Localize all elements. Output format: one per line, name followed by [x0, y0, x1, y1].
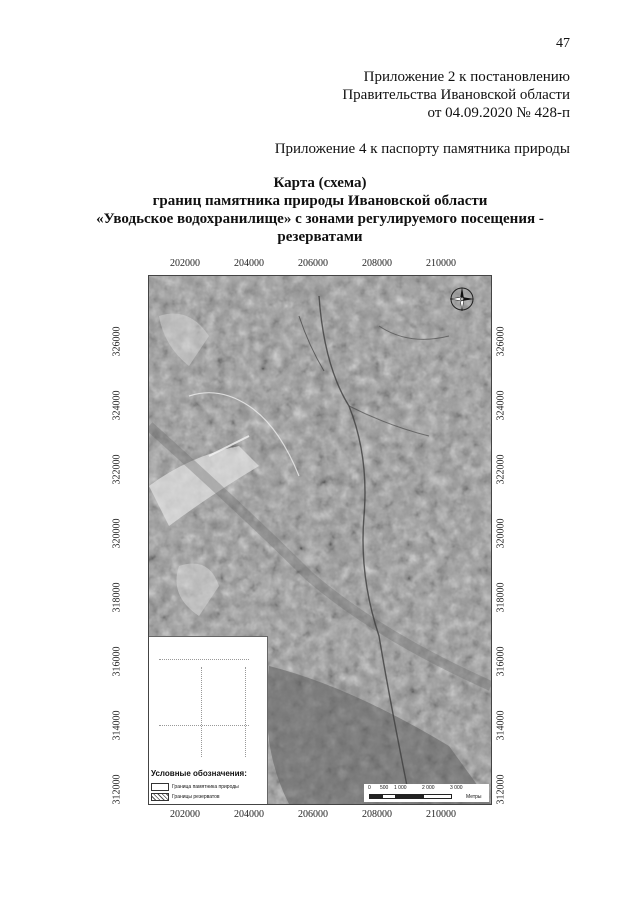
x-tick-top: 206000: [298, 258, 328, 269]
x-tick-top: 204000: [234, 258, 264, 269]
appendix-line-2: Правительства Ивановской области: [342, 87, 570, 103]
legend-item-reserves: [151, 793, 220, 801]
y-tick-right: 318000: [495, 582, 507, 613]
x-tick-top: 202000: [170, 258, 200, 269]
appendix-line-1: Приложение 2 к постановлению: [363, 69, 570, 85]
north-arrow-icon: [449, 286, 475, 312]
x-tick-bottom: 206000: [298, 809, 328, 820]
map-figure: [110, 258, 530, 828]
y-tick-right: 322000: [495, 454, 507, 485]
legend-title: Условные обозначения:: [151, 769, 247, 778]
map-legend: [149, 636, 268, 805]
x-tick-top: 208000: [362, 258, 392, 269]
scale-label: 3 000: [450, 785, 463, 791]
y-tick-right: 316000: [495, 646, 507, 677]
y-tick-right: 326000: [495, 326, 507, 357]
title-line-3: «Уводьское водохранилище» с зонами регулируемого посещения -: [96, 211, 544, 227]
scale-label: 500: [380, 785, 389, 791]
y-tick-right: 312000: [495, 774, 507, 805]
appendix-line-3: от 04.09.2020 № 428-п: [427, 105, 570, 121]
satellite-map: [148, 275, 492, 805]
title-line-1: Карта (схема): [273, 175, 367, 191]
page-number: 47: [556, 36, 570, 51]
legend-item-label: Граница памятника природы: [172, 784, 239, 790]
y-tick-left: 324000: [111, 390, 123, 421]
document-title: [60, 174, 580, 246]
y-tick-right: 320000: [495, 518, 507, 549]
y-tick-left: 316000: [111, 646, 123, 677]
x-tick-bottom: 210000: [426, 809, 456, 820]
y-tick-left: 320000: [111, 518, 123, 549]
title-line-4: резерватами: [277, 229, 363, 245]
y-tick-left: 312000: [111, 774, 123, 805]
scale-bar: [364, 784, 489, 802]
scale-unit: Метры: [466, 794, 482, 800]
y-tick-right: 324000: [495, 390, 507, 421]
y-tick-left: 318000: [111, 582, 123, 613]
y-tick-right: 314000: [495, 710, 507, 741]
x-tick-bottom: 204000: [234, 809, 264, 820]
y-tick-left: 314000: [111, 710, 123, 741]
scale-label: 2 000: [422, 785, 435, 791]
x-tick-bottom: 202000: [170, 809, 200, 820]
legend-item-boundary: [151, 783, 239, 791]
y-tick-left: 322000: [111, 454, 123, 485]
appendix-passport: Приложение 4 к паспорту памятника природы: [274, 141, 570, 157]
title-line-2: границ памятника природы Ивановской области: [152, 193, 488, 209]
reserves-swatch: [151, 793, 169, 801]
scale-label: 1 000: [394, 785, 407, 791]
y-tick-left: 326000: [111, 326, 123, 357]
appendix-header: [342, 68, 570, 122]
scale-label: 0: [368, 785, 371, 791]
boundary-swatch: [151, 783, 169, 791]
x-tick-top: 210000: [426, 258, 456, 269]
legend-item-label: Границы резерватов: [172, 794, 220, 800]
x-tick-bottom: 208000: [362, 809, 392, 820]
